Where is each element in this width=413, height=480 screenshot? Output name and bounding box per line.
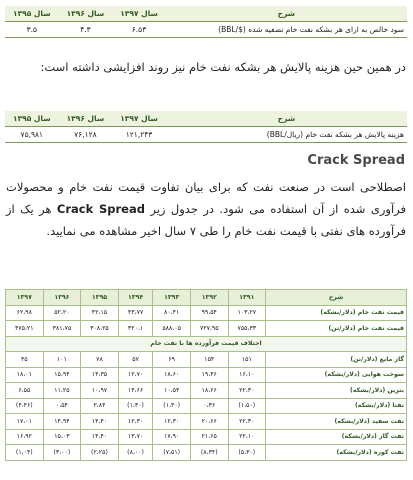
table-cell: (۴،۴۶) — [6, 398, 44, 414]
table-cell: ۷۵۵،۳۳ — [228, 321, 266, 337]
section-row — [6, 336, 407, 352]
header-cell: ۱۳۹۲ — [190, 290, 228, 306]
section-label: اختلاف قیمت فرآورده ها با نفت خام — [6, 336, 407, 352]
header-cell: ۱۳۹۱ — [228, 290, 266, 306]
paragraph-term: Crack Spread — [56, 202, 145, 216]
table-cell: ۱۵۴ — [190, 352, 228, 368]
table-cell: ۱۰،۵۴ — [153, 383, 191, 399]
table-cell: ۶۲،۹۸ — [6, 305, 44, 321]
table-cell: ۷۵,۹۸۱ — [5, 127, 59, 143]
table-cell: ۰،۳۶ — [190, 398, 228, 414]
table-cell: (۱،۵۰) — [228, 398, 266, 414]
table-cell: ۲۲،۱۰ — [228, 429, 266, 445]
header-cell: سال ۱۳۹۷ — [112, 6, 166, 22]
table-row — [6, 398, 407, 414]
table-row — [6, 352, 407, 368]
table-cell: گاز مایع (دلار/تن) — [266, 352, 407, 368]
table-cell: ۸۰،۴۱ — [153, 305, 191, 321]
table-cell: ۱۰۳،۲۷ — [228, 305, 266, 321]
header-cell: سال ۱۳۹۵ — [5, 111, 59, 127]
table-cell: هزینه پالایش هر بشکه نفت خام (ریال/BBL) — [166, 127, 407, 143]
table-cell: سود خالص به ازای هر بشکه نفت خام تصفیه شده ($/BBL) — [166, 22, 407, 38]
table-cell: ۷۶,۱۲۸ — [59, 127, 113, 143]
table-cell: قیمت نفت خام (دلار/بشکه) — [266, 305, 407, 321]
table-cell: ۲۰،۶۶ — [190, 414, 228, 430]
table-cell: نفت کوره (دلار/بشکه) — [266, 445, 407, 461]
section-heading: Crack Spread — [307, 153, 405, 168]
table-cell: ۱۵،۰۳ — [43, 429, 81, 445]
table-row — [6, 445, 407, 461]
table-cell: ۱۶،۹۲ — [6, 429, 44, 445]
table-cell: ۱۸،۶۶ — [190, 383, 228, 399]
table-cell: ۲۲،۳۰ — [228, 383, 266, 399]
table-cell: ۰،۵۴ — [43, 398, 81, 414]
refining-cost-table — [5, 111, 407, 143]
table-cell: ۱۱،۲۵ — [43, 383, 81, 399]
table-cell: نفت سفید (دلار/بشکه) — [266, 414, 407, 430]
table-cell: ۷۲۷،۹۵ — [190, 321, 228, 337]
paragraph-text: اصطلاحی است در صنعت نفت که برای بیان تفاوت قیمت نفت خام و محصولات فرآوری شده از آن استفاده می شود. در جدول زیر — [6, 180, 406, 216]
table-cell: ۱۲،۳۰ — [153, 414, 191, 430]
table-cell: ۱۲،۷۰ — [118, 367, 153, 383]
table-cell: ۴۳،۷۷ — [118, 305, 153, 321]
table-cell: ۷۸ — [81, 352, 119, 368]
table-row — [6, 367, 407, 383]
table-header-row — [6, 290, 407, 306]
table-cell: ۵۲،۲۰ — [43, 305, 81, 321]
table-row — [6, 414, 407, 430]
table-cell: ۱۲،۳۰ — [118, 414, 153, 430]
header-cell: ۱۳۹۳ — [153, 290, 191, 306]
table-cell: (۸،۰۰) — [118, 445, 153, 461]
table-cell: ۴۲،۱۵ — [81, 305, 119, 321]
table-cell: ۱۴،۴۰ — [81, 414, 119, 430]
table-cell: ۱۸،۰۱ — [6, 367, 44, 383]
header-cell: سال ۱۳۹۷ — [112, 111, 166, 127]
table-cell: ۱۵،۹۴ — [43, 367, 81, 383]
table-cell: ۲۲،۳۰ — [228, 414, 266, 430]
table-cell: ۶،۵۵ — [6, 383, 44, 399]
table-cell: ۳۲۰،۱ — [118, 321, 153, 337]
header-cell: ۱۳۹۶ — [43, 290, 81, 306]
table-cell: ۳.۵ — [5, 22, 59, 38]
table-header-row — [5, 6, 407, 22]
table-cell: قیمت نفت خام (دلار/تن) — [266, 321, 407, 337]
table-row — [6, 305, 407, 321]
table-cell: (۳،۰۰) — [43, 445, 81, 461]
table-cell: ۱۰،۹۷ — [81, 383, 119, 399]
table-row — [6, 383, 407, 399]
table-cell: (۱،۳۰) — [118, 398, 153, 414]
table-cell: ۵۷ — [118, 352, 153, 368]
table-row — [6, 321, 407, 337]
table-cell: ۱۹،۴۶ — [190, 367, 228, 383]
table-cell: ۴.۳ — [59, 22, 113, 38]
table-cell: ۱۴،۹۴ — [43, 414, 81, 430]
table-cell: (۸،۳۴) — [190, 445, 228, 461]
table-cell: بنزین (دلار/بشکه) — [266, 383, 407, 399]
table-cell: ۶.۵۳ — [112, 22, 166, 38]
header-cell: شرح — [166, 6, 407, 22]
table-cell: ۱۴،۴۰ — [81, 429, 119, 445]
table-row — [5, 127, 407, 143]
table-cell: ۱۷،۹۰ — [153, 429, 191, 445]
header-cell: سال ۱۳۹۵ — [5, 6, 59, 22]
table-cell: (۷،۵۱) — [153, 445, 191, 461]
table-cell: ۲۱،۶۵ — [190, 429, 228, 445]
table-cell: ۲،۸۴ — [81, 398, 119, 414]
table-cell: ۴۷۵،۲۱ — [6, 321, 44, 337]
header-cell: سال ۱۳۹۶ — [59, 6, 113, 22]
table-cell: ۱۳،۷۰ — [118, 429, 153, 445]
header-cell: ۱۳۹۷ — [6, 290, 44, 306]
table-cell: ۴۵ — [6, 352, 44, 368]
table-cell: نفتا (دلار/بشکه) — [266, 398, 407, 414]
paragraph-crack-spread — [6, 176, 406, 242]
table-cell: (۵،۳۰) — [228, 445, 266, 461]
table-row — [5, 22, 407, 38]
header-cell: سال ۱۳۹۶ — [59, 111, 113, 127]
table-cell: ۱۴،۶۶ — [118, 383, 153, 399]
header-cell: ۱۳۹۵ — [81, 290, 119, 306]
net-profit-table — [5, 6, 407, 38]
table-cell: ۱۶،۱۰ — [228, 367, 266, 383]
header-cell: ۱۳۹۴ — [118, 290, 153, 306]
table-cell: (۱،۰۴) — [6, 445, 44, 461]
table-cell: ۳۰۸،۲۵ — [81, 321, 119, 337]
table-cell: ۶۹ — [153, 352, 191, 368]
header-cell: شرح — [166, 111, 407, 127]
table-cell: ۱۰۱ — [43, 352, 81, 368]
table-cell: ۵۸۸،۰۵ — [153, 321, 191, 337]
table-cell: ۱۵۱ — [228, 352, 266, 368]
paragraph-text: هر یک از فرآورده های نفتی با قیمت نفت خام را طی ۷ سال اخیر مشاهده می نمایید. — [6, 202, 406, 238]
table-cell: سوخت هوایی (دلار/بشکه) — [266, 367, 407, 383]
table-cell: نفت گاز (دلار/بشکه) — [266, 429, 407, 445]
table-cell: (۲،۲۵) — [81, 445, 119, 461]
table-header-row — [5, 111, 407, 127]
table-cell: ۱۲۱,۲۴۳ — [112, 127, 166, 143]
table-row — [6, 429, 407, 445]
header-cell: شرح — [266, 290, 407, 306]
crack-spread-table — [5, 289, 407, 461]
table-cell: ۱۸،۶۰ — [153, 367, 191, 383]
table-cell: ۳۸۱،۷۵ — [43, 321, 81, 337]
table-cell: (۱،۳۰) — [153, 398, 191, 414]
table-cell: ۱۴،۳۵ — [81, 367, 119, 383]
table-cell: ۱۷،۰۱ — [6, 414, 44, 430]
paragraph-refining-cost: در همین حین هزینه پالایش هر بشکه نفت خام نیز روند افزایشی داشته است: — [40, 60, 406, 74]
table-cell: ۹۹،۵۴ — [190, 305, 228, 321]
